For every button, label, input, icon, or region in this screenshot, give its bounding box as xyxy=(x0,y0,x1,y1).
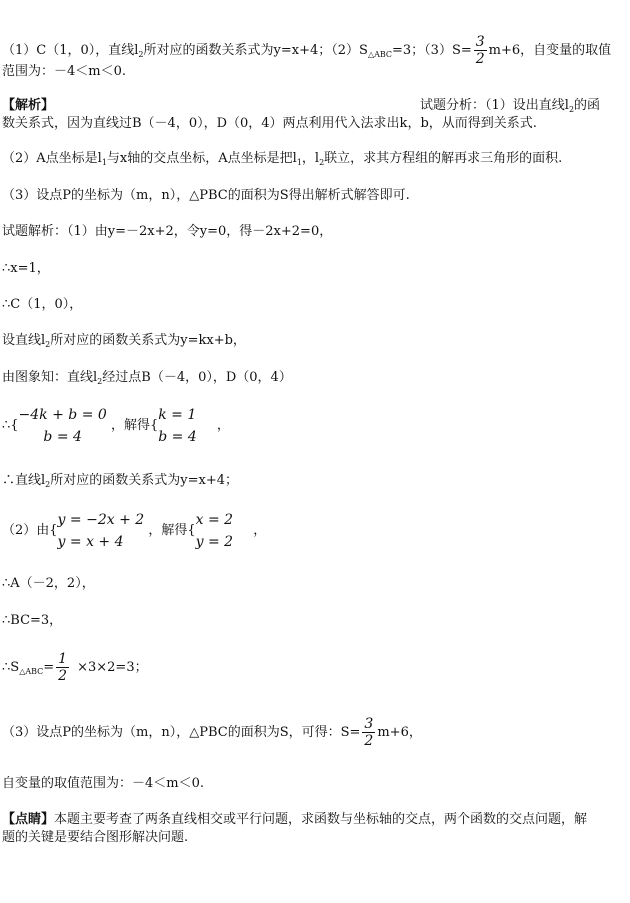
solution-line-13: 自变量的取值范围为：－4＜m＜0. xyxy=(2,776,205,791)
answer-part1-tail: 所对应的函数关系式为y=x+4；（2）S xyxy=(143,43,368,58)
answer-part2-tail: =3；（3）S= xyxy=(392,43,472,58)
comment-line-2: 题的关键是要结合图形解决问题. xyxy=(2,830,189,845)
analysis-line-3: （2）A点坐标是$l_1$与x轴的交点坐标，A点坐标是把$l_1$，$l_2$联立，求其方程组的解再求三角形的面积. xyxy=(2,151,563,167)
answer-part1: （1）C（1，0），直线l xyxy=(2,43,139,58)
analysis-line-2: 数关系式，因为直线过B（－4，0），D（0，4）两点利用代入法求出k，b，从而得到关系式. xyxy=(2,116,537,131)
line-subscript: 2 xyxy=(138,50,144,59)
answer-line-2: 范围为：－4＜m＜0. xyxy=(2,64,127,79)
solution-system-1: ∴{ −4k + b = 0 b = 4 ，解得{ k = 1 b = 4 ， xyxy=(2,402,230,450)
equation-solution: x = 2 y = 2 xyxy=(195,511,234,550)
solution-line-4: 设直线$l_2$所对应的函数关系式为y=kx+b， xyxy=(2,333,246,349)
comment-line-1: 【点睛】本题主要考查了两条直线相交或平行问题，求函数与坐标轴的交点，两个函数的交点问题，解 xyxy=(2,812,588,827)
solution-line-3: ∴C（1，0）， xyxy=(2,297,83,312)
solution-line-12: （3）设点P的坐标为（m，n），△PBC的面积为S，可得：S= $\frac{3}{2}$ m+6， xyxy=(2,716,422,749)
fraction-three-halves: $\frac{3}{2}$ xyxy=(364,716,374,749)
answer-part3-tail: m+6，自变量的取值 xyxy=(488,43,612,58)
fraction-one-half: $\frac{1}{2}$ xyxy=(58,651,68,684)
solution-line-1: 试题解析：（1）由y=－2x+2，令y=0，得－2x+2=0， xyxy=(2,224,333,239)
solution-line-7: ∴直线$l_2$所对应的函数关系式为y=x+4； xyxy=(2,473,238,489)
solution-line-10: ∴BC=3， xyxy=(2,613,63,628)
analysis-line-4: （3）设点P的坐标为（m，n），△PBC的面积为S得出解析式解答即可. xyxy=(2,188,410,203)
solution-line-5: 由图象知：直线$l_2$经过点B（－4，0），D（0，4） xyxy=(2,370,292,386)
solution-system-2: （2）由{ y = −2x + 2 y = x + 4 ，解得{ x = 2 y = 2 ， xyxy=(2,507,266,555)
equation-solution: k = 1 b = 4 xyxy=(158,406,197,445)
area-subscript: △ABC xyxy=(367,50,393,59)
comment-label: 【点睛】 xyxy=(2,812,55,827)
solution-line-2: ∴x=1， xyxy=(2,261,50,276)
fraction-three-halves: $\frac{3}{2}$ xyxy=(475,34,485,67)
solution-line-11: $\therefore S_{\triangle ABC}=$ $\frac{1}{2}$ ×3×2=3； xyxy=(2,651,148,684)
equation-system: y = −2x + 2 y = x + 4 xyxy=(57,511,145,550)
equation-system: −4k + b = 0 b = 4 xyxy=(18,406,107,445)
solution-line-9: ∴A（－2，2）， xyxy=(2,576,95,591)
analysis-label: 【解析】 xyxy=(2,98,55,113)
analysis-intro: 试题分析：（1）设出直线$l_2$的函 xyxy=(420,98,601,114)
